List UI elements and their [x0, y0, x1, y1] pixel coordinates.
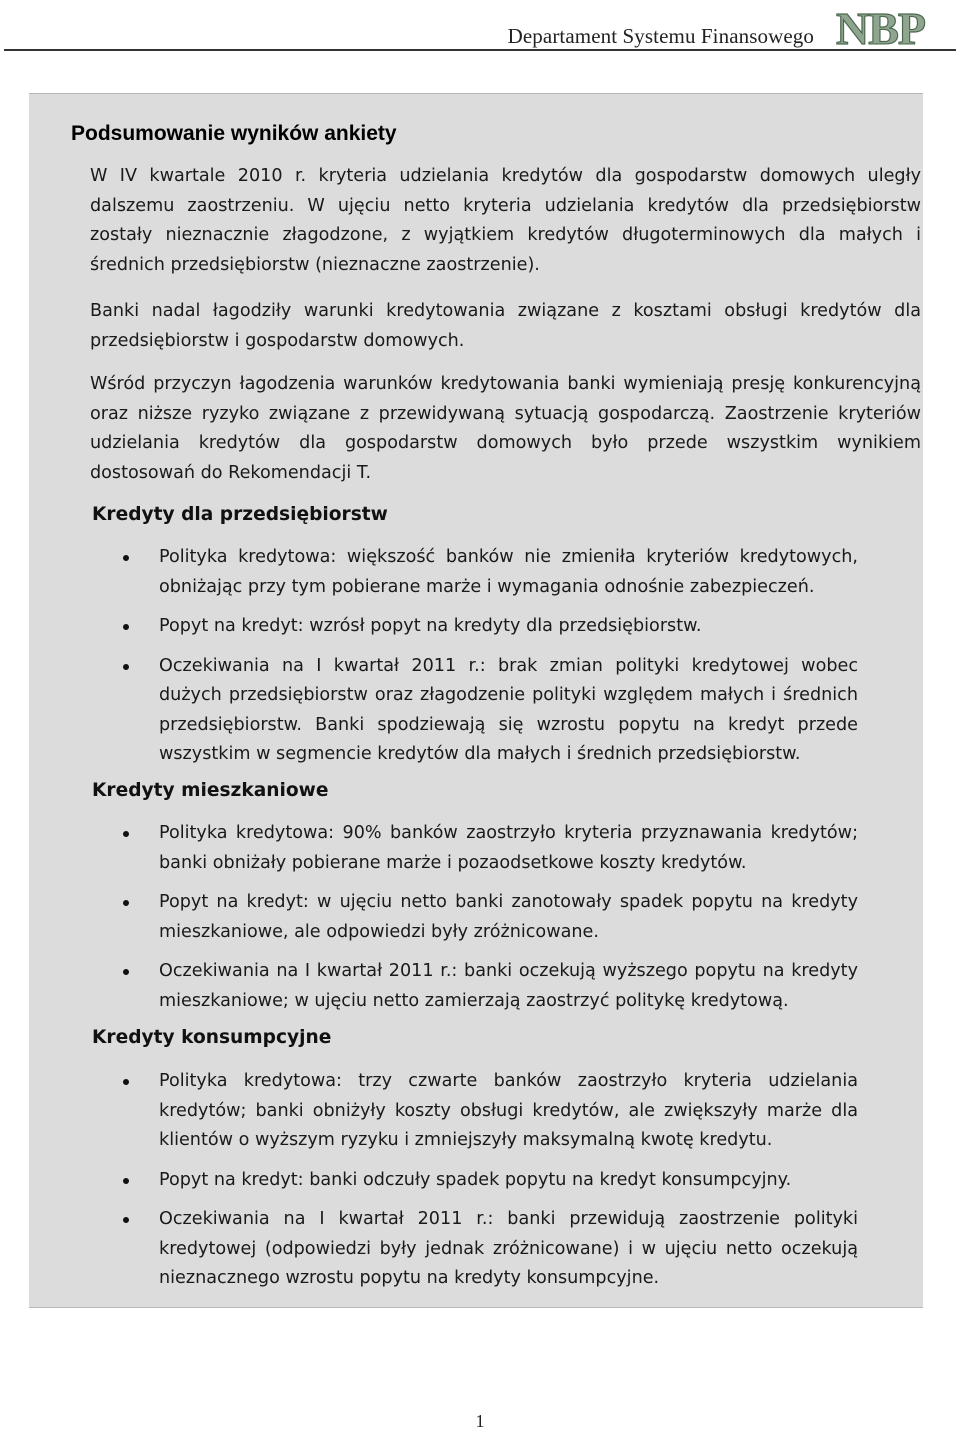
list-item: [123, 612, 858, 642]
summary-paragraph-1: W IV kwartale 2010 r. kryteria udzielania kredytów dla gospodarstw domowych uległy dalszemu zaostrzeniu. W ujęciu netto kryteria udzielania kredytów dla przedsiębiorstw zostały nieznacznie złagodzone, z wyjątkiem kredytów długoterminowych dla małych i średnich przedsiębiorstw (nieznaczne zaostrzenie).: [90, 166, 921, 275]
nbp-logo: [832, 3, 952, 49]
consumer-list: [123, 1067, 858, 1304]
summary-title: Podsumowanie wyników ankiety: [71, 122, 397, 145]
section-title-consumer: Kredyty konsumpcyjne: [92, 1027, 332, 1048]
list-item-text: Popyt na kredyt: banki odczuły spadek popytu na kredyt konsumpcyjny.: [159, 1169, 792, 1190]
bullet-icon: [123, 1079, 129, 1085]
list-item-text: Polityka kredytowa: trzy czwarte banków zaostrzyło kryteria udzielania kredytów; banki obniżyły koszty obsługi kredytów, ale zwiększyły marże dla klientów o wyższym ryzyku i zmniejszyły maksymalną kwotę kredytu.: [159, 1071, 858, 1150]
bullet-icon: [123, 664, 129, 670]
enterprise-list: [123, 543, 858, 780]
list-item-text: Oczekiwania na I kwartał 2011 r.: banki przewidują zaostrzenie polityki kredytowej (odpowiedzi były jednak zróżnicowane) i w ujęciu netto oczekują nieznacznego wzrostu popytu na kredyty konsumpcyjne.: [159, 1209, 858, 1288]
list-item: [123, 1205, 858, 1294]
header-rule: [4, 49, 956, 51]
list-item-text: Oczekiwania na I kwartał 2011 r.: banki oczekują wyższego popytu na kredyty mieszkaniowe; w ujęciu netto zamierzają zaostrzyć politykę kredytową.: [159, 961, 858, 1011]
list-item-text: Oczekiwania na I kwartał 2011 r.: brak zmian polityki kredytowej wobec dużych przedsiębiorstw oraz złagodzenie polityki względem małych i średnich przedsiębiorstw. Banki spodziewają się wzrostu popytu na kredyt przede wszystkim w segmencie kredytów dla małych i średnich przedsiębiorstw.: [159, 655, 858, 764]
bullet-icon: [123, 831, 129, 837]
list-item: [123, 957, 858, 1016]
department-name: Departament Systemu Finansowego: [507, 24, 814, 48]
list-item: [123, 819, 858, 878]
list-item-text: Popyt na kredyt: wzrósł popyt na kredyty dla przedsiębiorstw.: [159, 616, 702, 636]
list-item-text: Polityka kredytowa: 90% banków zaostrzyło kryteria przyznawania kredytów; banki obniżały pobierane marże i pozaodsetkowe koszty kredytów.: [159, 823, 858, 873]
section-title-enterprise: Kredyty dla przedsiębiorstw: [92, 504, 388, 525]
list-item-text: Popyt na kredyt: w ujęciu netto banki zanotowały spadek popytu na kredyty mieszkaniowe, ale odpowiedzi były zróżnicowane.: [159, 892, 858, 942]
list-item: [123, 888, 858, 947]
summary-paragraph-2: Banki nadal łagodziły warunki kredytowania związane z kosztami obsługi kredytów dla przedsiębiorstw i gospodarstw domowych.: [90, 301, 921, 351]
summary-box: [29, 93, 923, 1308]
bullet-icon: [123, 1217, 129, 1223]
bullet-icon: [123, 555, 129, 561]
housing-list: [123, 819, 858, 1026]
list-item: [123, 1166, 858, 1196]
bullet-icon: [123, 969, 129, 975]
bullet-icon: [123, 624, 129, 630]
bullet-icon: [123, 900, 129, 906]
bullet-icon: [123, 1178, 129, 1184]
list-item: [123, 652, 858, 770]
page-header: [0, 0, 960, 52]
list-item: [123, 543, 858, 602]
page-number: 1: [475, 1411, 485, 1431]
svg-text:NBP: NBP: [836, 3, 925, 49]
section-title-housing: Kredyty mieszkaniowe: [92, 780, 329, 801]
summary-paragraph-3: Wśród przyczyn łagodzenia warunków kredytowania banki wymieniają presję konkurencyjną oraz niższe ryzyko związane z przewidywaną sytuacją gospodarczą. Zaostrzenie kryteriów udzielania kredytów dla gospodarstw domowych było przede wszystkim wynikiem dostosowań do Rekomendacji T.: [90, 374, 921, 483]
list-item-text: Polityka kredytowa: większość banków nie zmieniła kryteriów kredytowych, obniżając przy tym pobierane marże i wymagania odnośnie zabezpieczeń.: [159, 547, 858, 597]
list-item: [123, 1067, 858, 1156]
